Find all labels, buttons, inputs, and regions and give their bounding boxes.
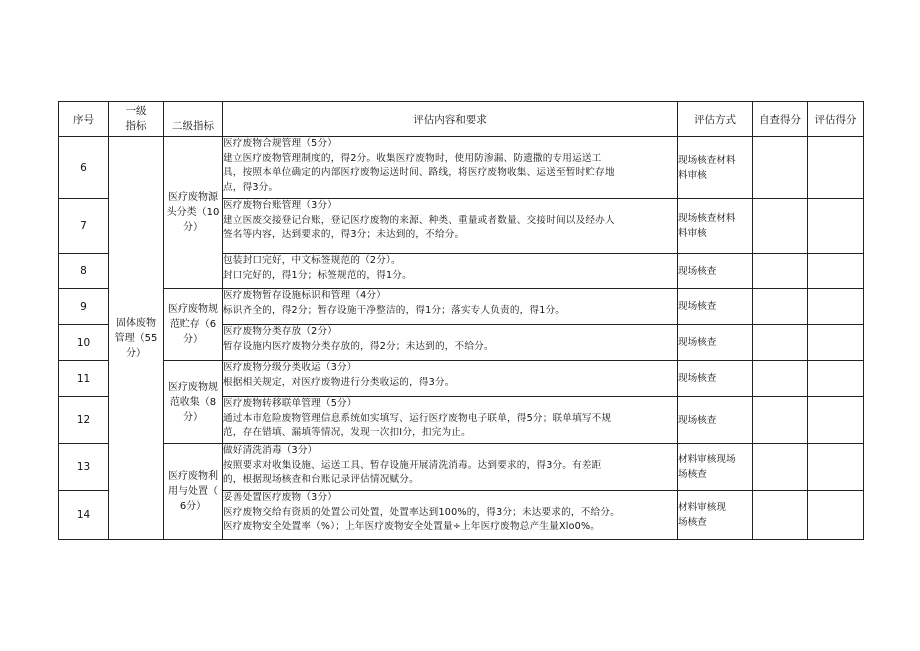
content-line: 具，按照本单位确定的内部医疗废物运送时间、路线，将医疗废物收集、运送至暂时贮存地 (223, 167, 615, 179)
row-index: 6 (59, 137, 109, 199)
content-line: 点，得3分。 (223, 181, 279, 193)
method-cell (678, 444, 753, 491)
self-score-cell[interactable] (753, 254, 808, 289)
method-line: 现场核查 (678, 337, 717, 348)
row-index: 8 (59, 254, 109, 289)
content-cell (223, 137, 678, 199)
method-line: 料审核 (678, 169, 707, 181)
level1-indicator (109, 137, 164, 540)
content-line: 做好清洗消毒（3分） (223, 445, 318, 456)
level2-indicator (164, 444, 223, 540)
method-line: 现场核查材料 (678, 213, 736, 224)
method-line: 材料审核现 (678, 502, 726, 513)
content-line: 根据相关规定，对医疗废物进行分类收运的，得3分。 (223, 376, 455, 388)
row-index: 7 (59, 199, 109, 254)
content-cell (223, 397, 678, 444)
table-row (59, 137, 864, 199)
self-score-cell[interactable] (753, 325, 808, 361)
method-line: 现场核查材料 (678, 154, 736, 166)
header-method: 评估方式 (678, 102, 753, 137)
content-line: 医疗废物分类存放（2分） (223, 326, 338, 337)
level2-line: 医疗废物利 (168, 471, 218, 482)
content-line: 签名等内容，达到要求的，得3分；未达到的，不给分。 (223, 229, 465, 241)
level2-line: 医疗废物源 (168, 192, 218, 203)
content-line: 医疗废物转移联单管理（5分） (223, 398, 357, 409)
content-cell (223, 289, 678, 325)
table-row (59, 289, 864, 325)
level2-line: 分） (183, 411, 203, 423)
header-content: 评估内容和要求 (223, 102, 678, 137)
eval-score-cell[interactable] (808, 361, 864, 397)
content-line: 包装封口完好，中文标签规范的（2分）。 (223, 255, 401, 266)
self-score-cell[interactable] (753, 444, 808, 491)
eval-score-cell[interactable] (808, 397, 864, 444)
row-index: 10 (59, 325, 109, 361)
content-cell (223, 199, 678, 254)
level2-indicator (164, 289, 223, 361)
method-line: 料审核 (678, 228, 707, 239)
content-line: 范，存在错填、漏填等情况，发现一次扣I分，扣完为止。 (223, 427, 471, 439)
content-line: 封口完好的，得1分；标签规范的，得1分。 (223, 269, 412, 281)
method-line: 材料审核现场 (678, 454, 736, 465)
header-level1-line1: 一级 (125, 105, 147, 117)
self-score-cell[interactable] (753, 199, 808, 254)
row-index: 13 (59, 444, 109, 491)
self-score-cell[interactable] (753, 361, 808, 397)
content-line: 标识齐全的，得2分；暂存设施干净整洁的，得1分；落实专人负责的，得1分。 (223, 304, 566, 316)
content-line: 按照要求对收集设施、运送工具、暂存设施开展清洗消毒。达到要求的，得3分。有差距 (223, 459, 602, 471)
method-line: 场核查 (678, 469, 707, 480)
eval-score-cell[interactable] (808, 254, 864, 289)
eval-score-cell[interactable] (808, 444, 864, 491)
row-index: 14 (59, 491, 109, 540)
content-line: 建立医废交接登记台账，登记医疗废物的来源、种类、重量或者数量、交接时间以及经办人 (223, 214, 615, 226)
method-cell (678, 397, 753, 444)
content-line: 建立医疗废物管理制度的，得2分。收集医疗废物时，使用防渗漏、防遗撒的专用运送工 (223, 152, 602, 164)
level2-line: 头分类（10 (166, 207, 220, 218)
header-row (59, 102, 864, 137)
eval-score-cell[interactable] (808, 137, 864, 199)
method-cell (678, 491, 753, 540)
evaluation-table (58, 101, 864, 540)
method-line: 现场核查 (678, 414, 717, 426)
level2-line: 医疗废物规 (168, 304, 218, 315)
method-cell (678, 289, 753, 325)
level1-line: 管理（55 (114, 332, 158, 344)
content-line: 通过本市危险废物管理信息系统如实填写、运行医疗废物电子联单，得5分；联单填写不规 (223, 412, 612, 424)
content-line: 医疗废物合规管理（5分） (223, 138, 338, 149)
row-index: 12 (59, 397, 109, 444)
table-row (59, 361, 864, 397)
header-index: 序号 (59, 102, 109, 137)
content-line: 暂存设施内医疗废物分类存放的，得2分；未达到的，不给分。 (223, 340, 494, 352)
content-line: 妥善处置医疗废物（3分） (223, 492, 338, 503)
content-cell (223, 444, 678, 491)
self-score-cell[interactable] (753, 397, 808, 444)
method-line: 现场核查 (678, 373, 717, 384)
method-cell (678, 325, 753, 361)
content-line: 医疗废物分级分类收运（3分） (223, 362, 357, 373)
method-line: 场核查 (678, 517, 707, 528)
header-self-score: 自查得分 (753, 102, 808, 137)
eval-score-cell[interactable] (808, 491, 864, 540)
method-cell (678, 199, 753, 254)
level1-line: 分） (126, 347, 146, 359)
self-score-cell[interactable] (753, 289, 808, 325)
table-row (59, 444, 864, 491)
content-cell (223, 254, 678, 289)
header-level2: 二级指标 (164, 102, 223, 137)
level2-line: 分） (183, 334, 203, 345)
content-cell (223, 491, 678, 540)
content-line: 医疗废物台账管理（3分） (223, 200, 338, 211)
content-line: 医疗废物暂存设施标识和管理（4分） (223, 290, 387, 301)
header-eval-score: 评估得分 (808, 102, 864, 137)
self-score-cell[interactable] (753, 137, 808, 199)
eval-score-cell[interactable] (808, 289, 864, 325)
method-line: 现场核查 (678, 301, 717, 312)
level2-indicator (164, 361, 223, 444)
row-index: 11 (59, 361, 109, 397)
self-score-cell[interactable] (753, 491, 808, 540)
content-line: 的，根据现场核查和台账记录评估情况赋分。 (223, 474, 419, 486)
level2-line: 分） (183, 222, 203, 233)
level2-line: 范收集（8 (169, 396, 217, 408)
level1-line: 固体废物 (116, 317, 156, 329)
content-line: 医疗废物交给有资质的处置公司处置，处置率达到100%的，得3分；未达要求的，不给分。 (223, 506, 620, 518)
header-level1-line2: 指标 (125, 120, 147, 132)
level2-indicator (164, 137, 223, 289)
content-line: 医疗废物安全处置率（%）；上年医疗废物安全处置量÷上年医疗废物总产生量Xlo0%。 (223, 521, 601, 533)
method-cell (678, 361, 753, 397)
eval-score-cell[interactable] (808, 199, 864, 254)
level2-line: 范贮存（6 (169, 319, 217, 330)
method-cell (678, 137, 753, 199)
eval-score-cell[interactable] (808, 325, 864, 361)
content-cell (223, 361, 678, 397)
level2-line: 6分） (179, 501, 207, 512)
level2-line: 医疗废物规 (168, 381, 218, 393)
level2-line: 用与处置（ (168, 486, 218, 497)
content-cell (223, 325, 678, 361)
method-line: 现场核查 (678, 265, 717, 277)
row-index: 9 (59, 289, 109, 325)
header-level1 (109, 102, 164, 137)
method-cell (678, 254, 753, 289)
